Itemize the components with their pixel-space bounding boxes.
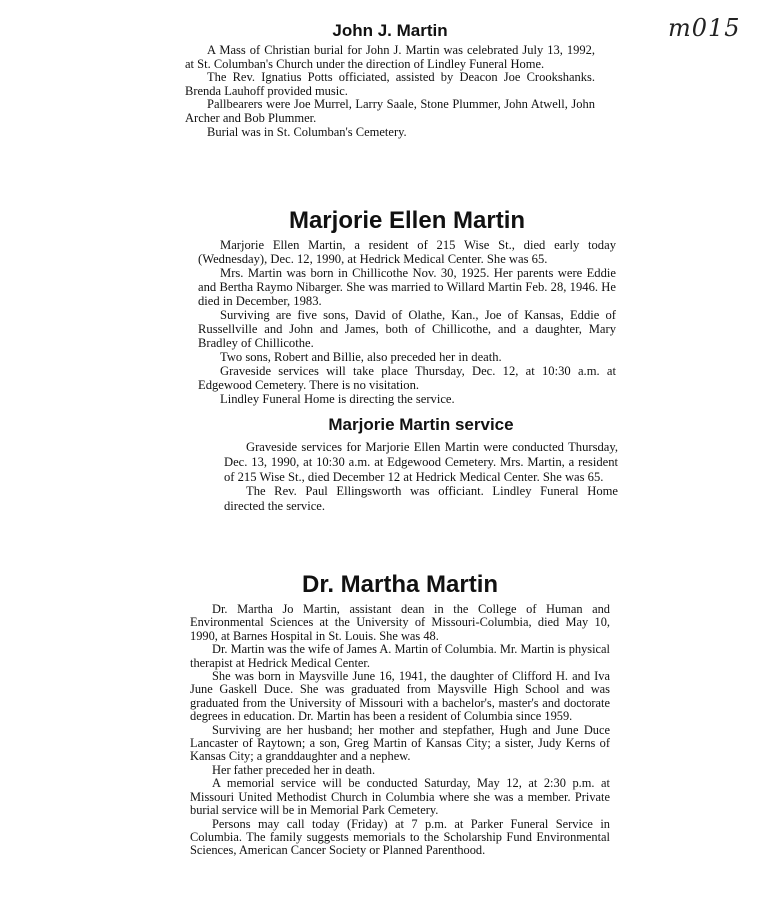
obituary-paragraph: She was born in Maysville June 16, 1941, the daughter of Clifford H. and Iva June Gaskell Duce. She was graduated from Maysville High School and was graduated from the University of Missouri with a bachelor's, master's and doctorate degrees in education. Dr. Martin has been a resident of Columbia since 1959. — [190, 669, 610, 724]
obituary-paragraph: Graveside services for Marjorie Ellen Martin were conducted Thursday, Dec. 13, 1990, at 10:30 a.m. at Edgewood Cemetery. Mrs. Martin, a resident of 215 Wise St., died December 12 at Hedrick Medical Center. She was 65. — [224, 440, 618, 484]
obituary-headline: Dr. Martha Martin — [301, 571, 499, 598]
obituary-paragraph: A memorial service will be conducted Saturday, May 12, at 2:30 p.m. at Missouri United Methodist Church in Columbia where she was a member. Private burial service will be in Memorial Park Cemetery. — [190, 776, 610, 818]
obituary-headline: John J. Martin — [332, 21, 448, 40]
obituary-paragraph: Surviving are her husband; her mother and stepfather, Hugh and June Duce Lancaster of Raytown; a son, Greg Martin of Kansas City; a sister, Judy Kerns of Kansas City; a granddaughter and a nephew. — [190, 722, 610, 764]
obituary-headline: Marjorie Ellen Martin — [288, 207, 526, 234]
obituary-paragraph: Two sons, Robert and Billie, also preceded her in death. — [220, 350, 502, 364]
obituary-john-martin — [185, 20, 595, 139]
obituary-paragraph: The Rev. Ignatius Potts officiated, assisted by Deacon Joe Crookshanks. Brenda Lauhoff provided music. — [185, 70, 595, 98]
obituary-marjorie-ellen-martin — [198, 206, 616, 406]
obituary-headline: Marjorie Martin service — [328, 415, 514, 434]
obituary-paragraph: Dr. Martin was the wife of James A. Martin of Columbia. Mr. Martin is physical therapist at Hedrick Medical Center. — [190, 642, 610, 670]
obituary-paragraph: The Rev. Paul Ellingsworth was officiant. Lindley Funeral Home directed the service. — [224, 484, 618, 514]
obituary-marjorie-martin-service — [224, 414, 618, 514]
obituary-paragraph: Burial was in St. Columban's Cemetery. — [207, 124, 407, 139]
obituary-paragraph: Pallbearers were Joe Murrel, Larry Saale, Stone Plummer, John Atwell, John Archer and Bob Plummer. — [185, 97, 595, 125]
obituary-paragraph: Marjorie Ellen Martin, a resident of 215 Wise St., died early today (Wednesday), Dec. 12, 1990, at Hedrick Medical Center. She was 65. — [198, 238, 616, 266]
obituary-paragraph: Her father preceded her in death. — [212, 762, 376, 777]
obituary-paragraph: A Mass of Christian burial for John J. Martin was celebrated July 13, 1992, at St. Columban's Church under the direction of Lindley Funeral Home. — [185, 43, 595, 71]
obituary-paragraph: Dr. Martha Jo Martin, assistant dean in the College of Human and Environmental Sciences at the University of Missouri-Columbia, died May 10, 1990, at Barnes Hospital in St. Louis. She was 48. — [190, 602, 610, 643]
obituary-paragraph: Lindley Funeral Home is directing the service. — [220, 392, 455, 406]
handwritten-archive-marker: m015 — [668, 14, 741, 42]
obituary-paragraph: Graveside services will take place Thursday, Dec. 12, at 10:30 a.m. at Edgewood Cemetery. There is no visitation. — [198, 364, 616, 392]
obituary-paragraph: Mrs. Martin was born in Chillicothe Nov. 30, 1925. Her parents were Eddie and Bertha Raymo Nibarger. She was married to Willard Martin Feb. 28, 1946. He died in December, 1983. — [198, 266, 616, 308]
obituary-paragraph: Surviving are five sons, David of Olathe, Kan., Joe of Kansas, Eddie of Russellville and John and James, both of Chillicothe, and a daughter, Mary Bradley of Chillicothe. — [198, 308, 616, 350]
obituary-paragraph: Persons may call today (Friday) at 7 p.m. at Parker Funeral Service in Columbia. The family suggests memorials to the Scholarship Fund Environmental Sciences, American Cancer Society or Planned Parenthood. — [190, 816, 610, 858]
obituary-dr-martha-martin — [190, 570, 610, 858]
